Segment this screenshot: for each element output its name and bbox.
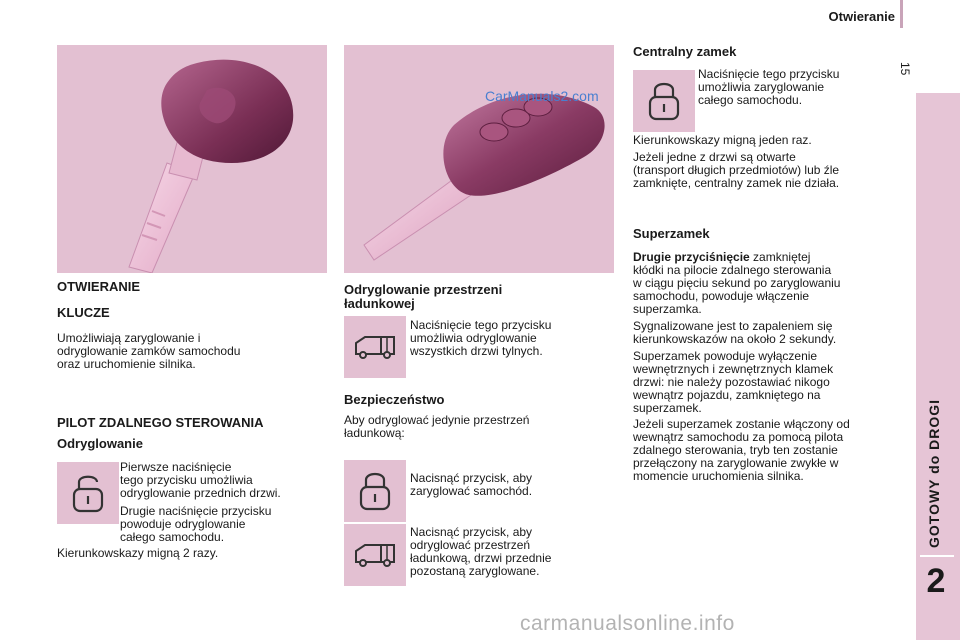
security-step-cargo: Nacisnąć przycisk, aby odryglować przestrzeń ładunkową, drzwi przednie pozostaną zaryglowane. [410,525,552,578]
footer-url[interactable]: carmanualsonline.info [520,612,735,635]
subtitle-unlock: Odryglowanie [57,436,143,451]
deadlock-paragraph-1-rest: zamkniętej kłódki na pilocie zdalnego sterowania w ciągu pięciu sekund po zaryglowaniu samochodu, powoduje włączenie superzamka. [633,250,841,316]
cargo-unlock-description: Naciśnięcie tego przycisku umożliwia odryglowanie wszystkich drzwi tylnych. [410,318,552,358]
security-intro: Aby odryglować jedynie przestrzeń ładunkową: [344,413,530,440]
sidebar-divider [920,555,954,557]
deadlock-bold-lead: Drugie przyciśnięcie [633,250,750,264]
unlock-description-first: Pierwsze naciśnięcie tego przycisku umożliwia odryglowanie przednich drzwi. [120,460,281,500]
padlock-closed-icon [357,469,393,513]
key-photo [57,45,327,273]
section-title-keys: KLUCZE [57,305,110,320]
remote-photo [344,45,614,273]
section-title-otwieranie: OTWIERANIE [57,279,141,294]
page-header-title: Otwieranie [828,9,895,24]
unlock-button-illustration [57,462,119,524]
cargo-button-illustration-2 [344,524,406,586]
section-title-remote: PILOT ZDALNEGO STEROWANIA [57,415,264,430]
subtitle-central-lock: Centralny zamek [633,44,737,59]
deadlock-paragraph-4: Jeżeli superzamek zostanie włączony od wewnątrz samochodu za pomocą pilota zdalnego sterowania, tryb ten zostanie przełączony na zaryglowanie zwykłe w momencie uruchomienia silnika. [633,417,850,483]
central-lock-description: Naciśnięcie tego przycisku umożliwia zaryglowanie całego samochodu. [698,67,840,107]
chapter-number: 2 [926,562,946,600]
remote-illustration-icon [344,45,614,273]
watermark-text: CarManuals2.com [485,88,599,104]
deadlock-paragraph-3: Superzamek powoduje wyłączenie wewnętrznych i zewnętrznych klamek drzwi: nie należy pozostawiać nikogo wewnątrz pojazdu, zamkniętego na superzamek. [633,349,834,415]
key-illustration-icon [57,45,327,273]
chapter-label: GOTOWY do DROGI [926,398,942,548]
central-lock-warning: Jeżeli jedne z drzwi są otwarte (transport długich przedmiotów) lub źle zamknięte, centralny zamek nie działa. [633,150,840,190]
subtitle-deadlock: Superzamek [633,226,710,241]
page-number: 15 [898,62,912,76]
lock-button-illustration [344,460,406,522]
header-divider [900,0,903,28]
deadlock-paragraph-1 [633,251,908,316]
keys-description: Umożliwiają zaryglowanie i odryglowanie zamków samochodu oraz uruchomienie silnika. [57,331,241,371]
van-rear-doors-icon [353,334,397,360]
unlock-indicator-note: Kierunkowskazy migną 2 razy. [57,546,219,560]
cargo-button-illustration [344,316,406,378]
van-rear-doors-icon [353,542,397,568]
central-lock-indicator-note: Kierunkowskazy migną jeden raz. [633,133,812,147]
security-step-lock: Nacisnąć przycisk, aby zaryglować samochód. [410,471,533,498]
padlock-open-icon [70,471,106,515]
unlock-description-second: Drugie naciśnięcie przycisku powoduje odryglowanie całego samochodu. [120,504,272,544]
subtitle-security: Bezpieczeństwo [344,392,445,407]
deadlock-paragraph-2: Sygnalizowane jest to zapaleniem się kierunkowskazów na około 2 sekundy. [633,319,837,346]
padlock-closed-icon [646,79,682,123]
subtitle-cargo-unlock: Odryglowanie przestrzeni ładunkowej [344,282,503,311]
central-lock-button-illustration [633,70,695,132]
